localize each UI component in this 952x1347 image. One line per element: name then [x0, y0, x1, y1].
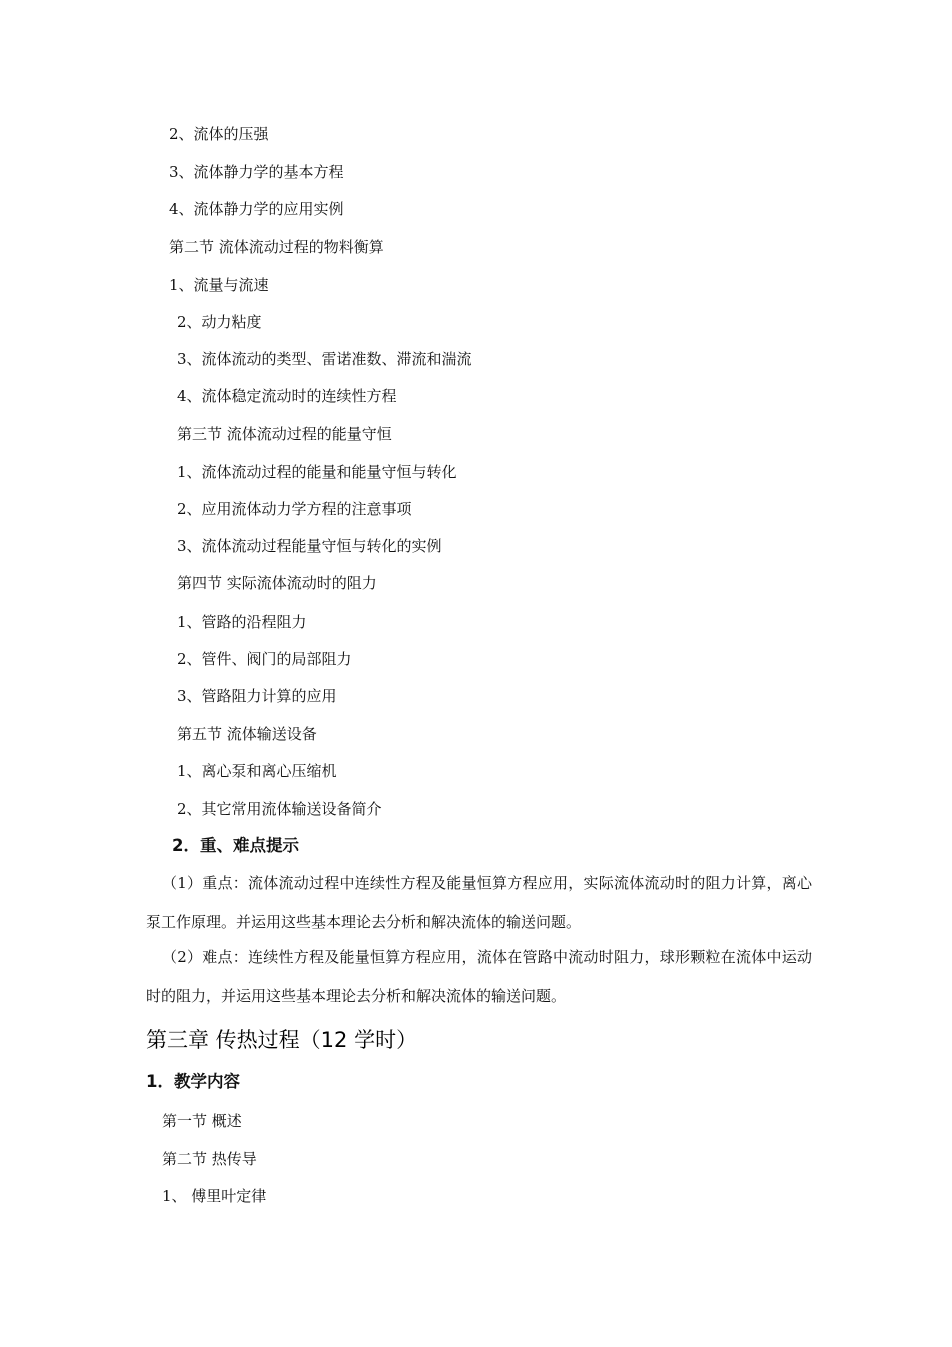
section-heading: 第二节 热传导	[162, 1150, 257, 1168]
section-heading: 第一节 概述	[162, 1112, 242, 1130]
outline-item: 3、流体静力学的基本方程	[169, 163, 344, 181]
outline-item: 1、管路的沿程阻力	[177, 613, 307, 631]
key-points-heading: 2．重、难点提示	[172, 836, 299, 855]
outline-item: 2、管件、阀门的局部阻力	[177, 650, 352, 668]
outline-item: 3、管路阻力计算的应用	[177, 687, 337, 705]
outline-item: 2、流体的压强	[169, 125, 269, 143]
outline-item: 2、其它常用流体输送设备简介	[177, 800, 382, 818]
section-heading: 第二节 流体流动过程的物料衡算	[169, 238, 384, 256]
outline-item: 3、流体流动过程能量守恒与转化的实例	[177, 537, 442, 555]
outline-item: 1、流量与流速	[169, 276, 269, 294]
outline-item: 2、动力粘度	[177, 313, 262, 331]
outline-item: 1、 傅里叶定律	[162, 1187, 267, 1205]
section-heading: 第三节 流体流动过程的能量守恒	[177, 425, 392, 443]
outline-item: 4、流体静力学的应用实例	[169, 200, 344, 218]
outline-item: 3、流体流动的类型、雷诺准数、滞流和湍流	[177, 350, 472, 368]
section-heading: 第四节 实际流体流动时的阻力	[177, 574, 377, 592]
outline-item: 1、流体流动过程的能量和能量守恒与转化	[177, 463, 457, 481]
section-heading: 第五节 流体输送设备	[177, 725, 317, 743]
outline-item: 2、应用流体动力学方程的注意事项	[177, 500, 412, 518]
outline-item: 4、流体稳定流动时的连续性方程	[177, 387, 397, 405]
chapter-title: 第三章 传热过程（12 学时）	[146, 1028, 418, 1052]
key-point-paragraph: （1）重点：流体流动过程中连续性方程及能量恒算方程应用，实际流体流动时的阻力计算，离心泵工作原理。并运用这些基本理论去分析和解决流体的输送问题。	[146, 874, 812, 931]
outline-item: 1、离心泵和离心压缩机	[177, 762, 337, 780]
difficult-point-paragraph: （2）难点：连续性方程及能量恒算方程应用，流体在管路中流动时阻力，球形颗粒在流体中运动时的阻力，并运用这些基本理论去分析和解决流体的输送问题。	[146, 948, 812, 1005]
teaching-content-heading: 1．教学内容	[146, 1072, 240, 1091]
